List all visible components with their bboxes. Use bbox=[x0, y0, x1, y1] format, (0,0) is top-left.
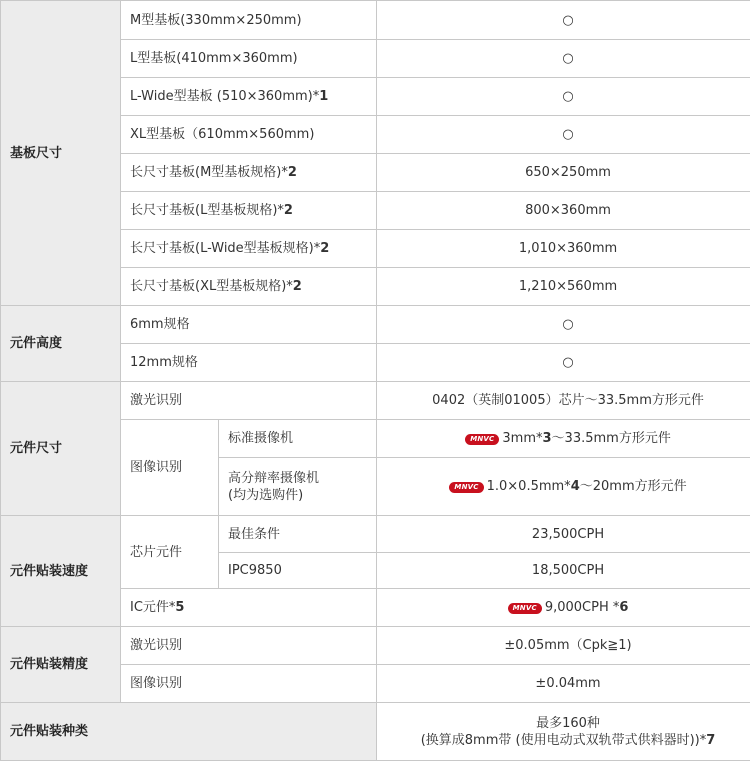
row-value: ○ bbox=[377, 306, 750, 344]
row-value: 23,500CPH bbox=[377, 516, 750, 553]
category-mount-speed: 元件贴装速度 bbox=[1, 516, 121, 627]
row-value: 1,010×360mm bbox=[377, 230, 750, 268]
category-board-size: 基板尺寸 bbox=[1, 1, 121, 306]
row-label: L型基板(410mm×360mm) bbox=[121, 40, 377, 78]
row-label: 激光识别 bbox=[121, 382, 377, 420]
row-value: 650×250mm bbox=[377, 154, 750, 192]
row-value: 0402（英制01005）芯片～33.5mm方形元件 bbox=[377, 382, 750, 420]
row-label: IPC9850 bbox=[219, 553, 377, 589]
row-value: ○ bbox=[377, 78, 750, 116]
row-label: 标准摄像机 bbox=[219, 420, 377, 458]
row-value: MNVC 1.0×0.5mm*4～20mm方形元件 bbox=[377, 458, 750, 516]
row-label: XL型基板（610mm×560mm) bbox=[121, 116, 377, 154]
row-label: M型基板(330mm×250mm) bbox=[121, 1, 377, 40]
row-label: 图像识别 bbox=[121, 665, 377, 703]
row-value: ○ bbox=[377, 344, 750, 382]
table-row bbox=[1, 703, 750, 761]
row-value: 800×360mm bbox=[377, 192, 750, 230]
row-value: ○ bbox=[377, 1, 750, 40]
row-value: 最多160种 (换算成8mm带 (使用电动式双轨带式供料器时))*7 bbox=[377, 703, 750, 761]
row-value: ○ bbox=[377, 40, 750, 78]
mnvc-badge-icon: MNVC bbox=[508, 603, 542, 614]
row-value: ±0.04mm bbox=[377, 665, 750, 703]
row-value: ○ bbox=[377, 116, 750, 154]
row-value: 1,210×560mm bbox=[377, 268, 750, 306]
row-label: L-Wide型基板 (510×360mm)*1 bbox=[121, 78, 377, 116]
row-label: 长尺寸基板(L-Wide型基板规格)*2 bbox=[121, 230, 377, 268]
row-value: MNVC 3mm*3～33.5mm方形元件 bbox=[377, 420, 750, 458]
row-label: 高分辩率摄像机 (均为选购件) bbox=[219, 458, 377, 516]
row-label: 长尺寸基板(L型基板规格)*2 bbox=[121, 192, 377, 230]
category-component-types: 元件贴装种类 bbox=[1, 703, 377, 761]
table-row bbox=[1, 516, 750, 553]
row-label: 6mm规格 bbox=[121, 306, 377, 344]
mnvc-badge-icon: MNVC bbox=[449, 482, 483, 493]
row-value: 18,500CPH bbox=[377, 553, 750, 589]
mnvc-badge-icon: MNVC bbox=[465, 434, 499, 445]
row-group-label: 芯片元件 bbox=[121, 516, 219, 589]
category-component-size: 元件尺寸 bbox=[1, 382, 121, 516]
table-row bbox=[1, 1, 750, 40]
row-label: 长尺寸基板(M型基板规格)*2 bbox=[121, 154, 377, 192]
row-value: MNVC 9,000CPH *6 bbox=[377, 589, 750, 627]
row-label: IC元件*5 bbox=[121, 589, 377, 627]
row-label: 长尺寸基板(XL型基板规格)*2 bbox=[121, 268, 377, 306]
row-label: 最佳条件 bbox=[219, 516, 377, 553]
row-value: ±0.05mm（Cpk≧1) bbox=[377, 627, 750, 665]
row-group-label: 图像识别 bbox=[121, 420, 219, 516]
table-row bbox=[1, 382, 750, 420]
row-label: 激光识别 bbox=[121, 627, 377, 665]
row-label: 12mm规格 bbox=[121, 344, 377, 382]
category-component-height: 元件高度 bbox=[1, 306, 121, 382]
category-mount-accuracy: 元件贴装精度 bbox=[1, 627, 121, 703]
table-row bbox=[1, 627, 750, 665]
table-row bbox=[1, 306, 750, 344]
